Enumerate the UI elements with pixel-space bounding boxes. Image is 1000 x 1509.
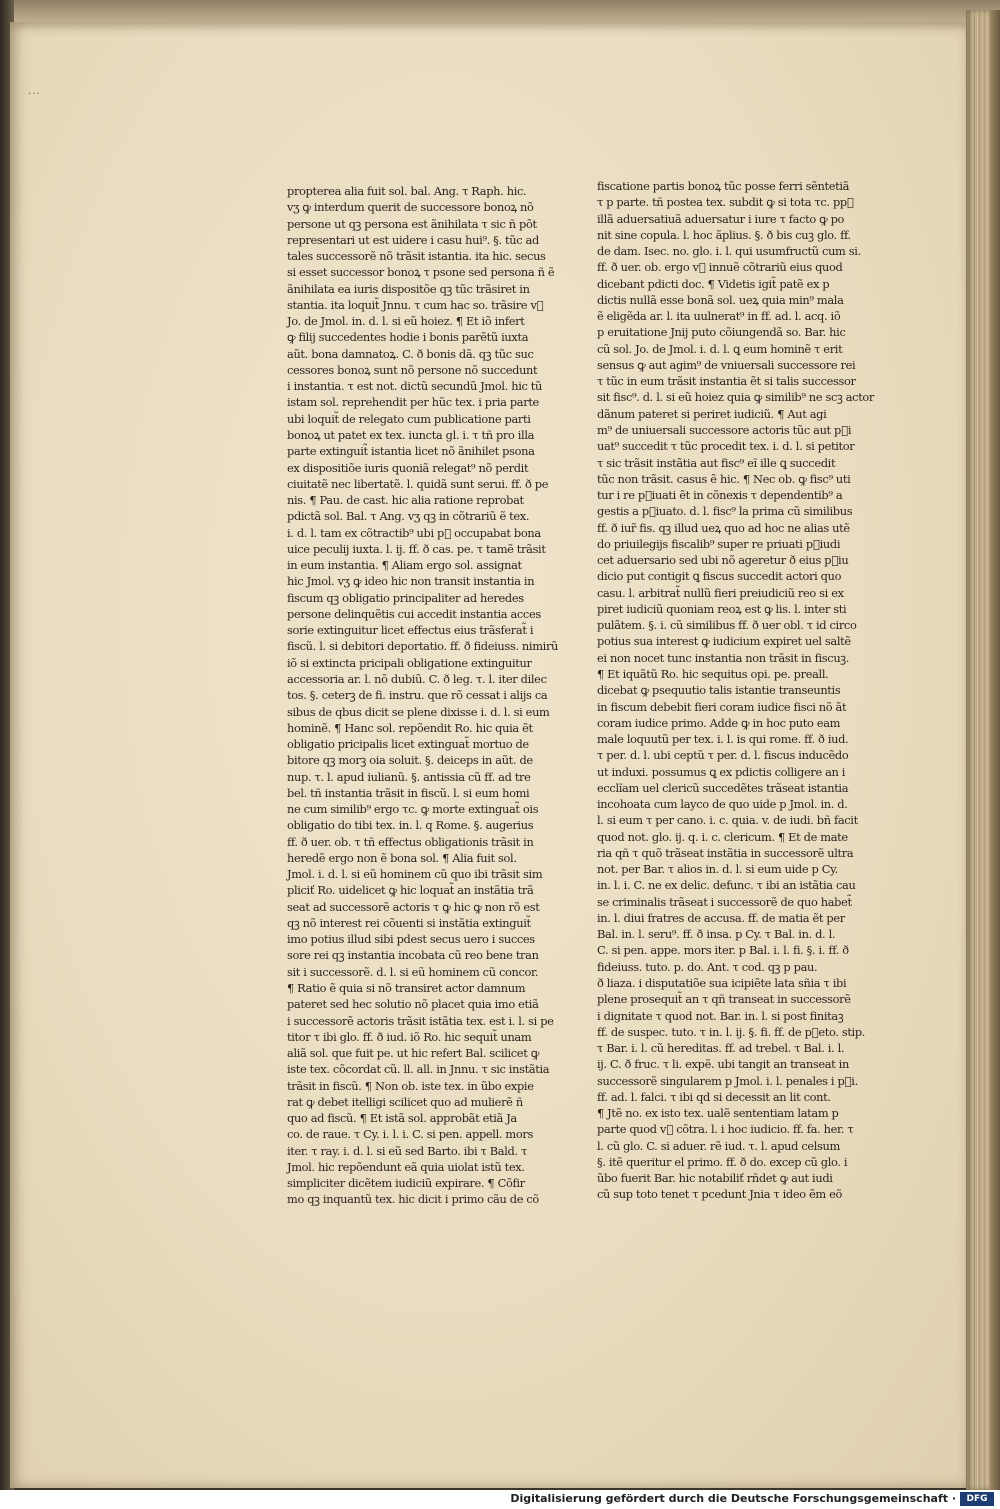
- text-line: rat ꝙ debet itelligi scilicet quo ad mulierẽ ñ: [287, 1094, 523, 1109]
- text-line: mo qꝫ inquantũ tex. hic dicit i primo cãu de cõ: [287, 1192, 539, 1207]
- text-line: dãnum pateret si periret iudiciũ. ¶ Aut agi: [597, 406, 827, 421]
- text-line: τ p parte. tñ postea tex. subdit ꝙ si tota τc. ppᷣ: [597, 195, 854, 210]
- text-line: ei non nocet tunc instantia non trãsit in fiscuꝫ.: [597, 650, 850, 665]
- text-line: dicebant pdicti doc. ¶ Videtis igit̃ patẽ ex p: [597, 276, 830, 291]
- text-line: potius sua interest ꝙ iudicium expiret uel saltẽ: [597, 634, 851, 649]
- text-line: ne cum similib⁹ ergo τc. ꝙ morte extinguat̃ ois: [287, 802, 539, 817]
- text-line: nup. τ. l. apud iulianũ. §. antissia cũ ff. ad tre: [287, 769, 531, 784]
- text-line: dicebat ꝙ psequutio talis istantie transeuntis: [597, 683, 841, 698]
- text-line: se criminalis trãseat i successorẽ de quo habet̃: [597, 894, 852, 909]
- text-line: quod not. glo. ij. q. i. c. clericum. ¶ Et de mate: [597, 829, 848, 844]
- text-line: ¶ Et iquãtũ Ro. hic sequitus opi. pe. preall.: [597, 666, 829, 681]
- text-line: propterea alia fuit sol. bal. Ang. τ Raph. hic.: [287, 184, 527, 198]
- text-line: obligatio do tibi tex. in. l. q Rome. §. augerius: [287, 818, 534, 833]
- text-line: bel. tñ instantia trãsit in fiscũ. l. si eum homi: [287, 785, 530, 800]
- text-line: parte quod vᷣ cõtra. l. i hoc iudicio. ff. fa. her. τ: [597, 1122, 854, 1137]
- text-line: gestis a pᷣiuato. d. l. fisc⁹ la prima cũ similibus: [597, 504, 853, 519]
- text-line: quo ad fiscũ. ¶ Et istã sol. approbãt etiã Ja: [287, 1111, 517, 1126]
- text-line: sore rei qꝫ instantia incobata cũ reo bene tran: [287, 948, 539, 963]
- text-line: successorẽ singularem p Jmol. i. l. penales i pᷣi.: [597, 1073, 858, 1088]
- text-line: illã aduersatiuã aduersatur i iure τ facto ꝙ po: [597, 211, 845, 226]
- text-line: ꝙ filij succedentes hodie i bonis parẽtũ iuxta: [287, 330, 529, 345]
- text-line: ecclĩam uel clericũ succedẽtes trãseat istantia: [597, 780, 849, 795]
- text-line: ria qñ τ quõ trãseat instãtia in successorẽ ultra: [597, 845, 854, 860]
- text-line: ãnihilata ea iuris dispositõe qꝫ tũc trãsiret in: [287, 281, 530, 296]
- text-line: ff. ð uer. ob. ergo vᷣ innuẽ cõtrariũ eius quod: [597, 260, 843, 275]
- text-line: nit sine copula. l. hoc ãplius. §. ð bis cuꝫ glo. ff.: [597, 227, 851, 242]
- text-line: si esset successor bonoꝝ τ psone sed persona ñ ẽ: [287, 265, 555, 280]
- text-line: cessores bonoꝝ sunt nõ persone nõ succedunt: [287, 362, 538, 377]
- text-line: i instantia. τ est not. dictũ secundũ Jmol. hic tũ: [287, 379, 543, 394]
- text-line: fiscum qꝫ obligatio principaliter ad heredes: [287, 590, 524, 605]
- text-line: trãsit in fiscũ. ¶ Non ob. iste tex. in ũbo expie: [287, 1078, 534, 1093]
- text-line: ẽ eligẽda ar. l. ita uulnerat⁹ in ff. ad. l. acq. iõ: [597, 309, 841, 324]
- text-line: in eum instantia. ¶ Aliam ergo sol. assignat: [287, 558, 522, 573]
- funding-notice: Digitalisierung gefördert durch die Deutsche Forschungsgemeinschaft ·: [510, 1492, 956, 1505]
- text-line: tos. §. ceterꝫ de fi. instru. que rõ cessat i alijs ca: [287, 688, 548, 703]
- text-line: ciuitatẽ nec libertatẽ. l. quidã sunt serui. ff. ð pe: [287, 476, 549, 491]
- text-line: dictis nullã esse bonã sol. ueꝝ quia min⁹ mala: [597, 292, 844, 307]
- text-line: m⁹ de uniuersali successore actoris tũc aut pᷣi: [597, 422, 852, 437]
- text-line: fideiuss. tuto. p. do. Ant. τ cod. qꝫ p pau.: [597, 959, 818, 974]
- text-line: ff. ad. l. falci. τ ibi qd si decessit an lit cont.: [597, 1089, 831, 1104]
- text-line: Jmol. hic repõendunt eã quia uiolat istũ tex.: [287, 1159, 525, 1174]
- text-line: tur i re pᷣiuati ẽt in cõnexis τ dependentib⁹ a: [597, 488, 843, 503]
- text-column-right: [597, 178, 889, 1202]
- text-line: iter. τ ray. i. d. l. si eũ sed Barto. ibi τ Bald. τ: [287, 1143, 527, 1158]
- text-line: accessoria ar. l. nõ dubiũ. C. ð leg. τ. l. iter dilec: [287, 671, 547, 686]
- text-line: i. d. l. tam ex cõtractib⁹ ubi pᷣ occupabat bona: [287, 525, 541, 540]
- text-line: plene prosequit̃ an τ qñ transeat in successorẽ: [597, 992, 851, 1007]
- text-line: iõ si extincta pricipali obligatione extinguitur: [287, 655, 532, 670]
- text-line: pateret sed hec solutio nõ placet quia imo etiã: [287, 997, 539, 1012]
- text-line: sibus de qbus dicit se plene dixisse i. d. l. si eum: [287, 704, 550, 719]
- text-line: fiscũ. l. si debitori deportatio. ff. ð fideiuss. nimirũ: [287, 639, 559, 654]
- text-line: ubi loquit̃ de relegato cum publicatione parti: [287, 411, 531, 426]
- text-line: pulãtem. §. i. cũ similibus ff. ð uer obl. τ id circo: [597, 618, 857, 633]
- text-line: titor τ ibi glo. ff. ð iud. iõ Ro. hic sequit̃ unam: [287, 1029, 532, 1044]
- text-line: coram iudice primo. Adde ꝙ in hoc puto eam: [597, 715, 841, 730]
- text-line: casu. l. arbitrat̃ nullũ fieri preiudiciũ reo si ex: [597, 585, 844, 600]
- text-line: not. per Bar. τ alios in. d. l. si eum uide p Cy.: [597, 862, 838, 877]
- text-line: ut induxi. possumus ꝗ ex pdictis colligere an i: [597, 764, 846, 779]
- text-line: Jo. de Jmol. in. d. l. si eũ hoiez. ¶ Et iõ infert: [287, 314, 525, 329]
- text-line: tũc non trãsit. casus ẽ hic. ¶ Nec ob. ꝙ fisc⁹ uti: [597, 471, 851, 486]
- text-line: dicio put contigit ꝗ fiscus succedit actori quo: [597, 569, 842, 584]
- text-line: in fiscum debebit fieri coram iudice fisci nõ ãt: [597, 699, 847, 714]
- text-line: C. si pen. appe. mors iter. p Bal. i. l. fi. §. i. ff. ð: [597, 943, 849, 958]
- text-line: ex dispositiõe iuris quoniã relegat⁹ nõ perdit: [287, 460, 529, 475]
- text-line: iste tex. cõcordat cũ. ll. all. in Jnnu. τ sic instãtia: [287, 1062, 550, 1077]
- text-line: istam sol. reprehendit per hũc tex. i pria parte: [287, 395, 539, 410]
- text-line: uice peculij iuxta. l. ij. ff. ð cas. pe. τ tamẽ trãsit: [287, 541, 546, 556]
- text-line: ¶ Jtẽ no. ex isto tex. ualẽ sententiam latam p: [597, 1106, 839, 1121]
- text-line: obligatio pricipalis licet extinguat̃ mortuo de: [287, 737, 529, 752]
- text-column-left: [287, 183, 569, 1207]
- text-line: l. si eum τ per cano. i. c. quia. v. de iudi. bñ facit: [597, 813, 858, 828]
- text-line: ff. de suspec. tuto. τ in. l. ij. §. fi. ff. de pᷣeto. stip.: [597, 1024, 866, 1039]
- text-line: ¶ Ratio ẽ quia si nõ transiret actor damnum: [287, 981, 526, 996]
- text-line: parte extinguit̃ istantia licet nõ ãnihilet psona: [287, 444, 535, 459]
- text-line: aliã sol. que fuit pe. ut hic refert Bal. scilicet ꝙ: [287, 1046, 539, 1061]
- text-line: representari ut est uidere i casu hui⁹. §. tũc ad: [287, 232, 539, 247]
- text-line: de dam. Isec. no. glo. i. l. qui usumfructũ cum si.: [597, 244, 861, 259]
- text-line: ff. ð iur̃ fis. qꝫ illud ueꝝ quo ad hoc ne alias utẽ: [597, 520, 850, 535]
- text-line: sit fisc⁹. d. l. si eũ hoiez quia ꝙ similib⁹ ne scꝫ actor: [597, 390, 875, 405]
- text-line: τ tũc in eum trãsit instantia ẽt si talis successor: [597, 374, 856, 389]
- text-line: pliciť Ro. uidelicet ꝙ hic loquat̃ an instãtia trã: [287, 883, 534, 898]
- text-line: aũt. bona damnatoꝝ. C. ð bonis dã. qꝫ tũc suc: [287, 346, 534, 361]
- text-line: bitore qꝫ morꝫ oia soluit. §. deiceps in aũt. de: [287, 753, 533, 768]
- text-line: cũ sol. Jo. de Jmol. i. d. l. ꝗ eum hominẽ τ erit: [597, 341, 843, 356]
- text-line: ũbo fuerit Bar. hic notabiliť rñdet ꝙ aut iudi: [597, 1171, 833, 1186]
- text-line: sensus ꝙ aut agim⁹ de vniuersali successore rei: [597, 357, 856, 372]
- text-line: in. l. diui fratres de accusa. ff. de matia ẽt per: [597, 910, 845, 925]
- text-line: §. itẽ queritur el primo. ff. ð do. excep cũ glo. i: [597, 1154, 848, 1169]
- text-line: τ sic trãsit instãtia aut fisc⁹ eĩ ille ꝗ succedit: [597, 455, 836, 470]
- text-line: seat ad successorẽ actoris τ ꝙ hic ꝙ non rõ est: [287, 899, 540, 914]
- text-line: qꝫ nõ interest rei cõuenti si instãtia extinguit̃: [287, 915, 531, 930]
- text-line: τ Bar. i. l. cũ hereditas. ff. ad trebel. τ Bal. i. l.: [597, 1041, 845, 1056]
- text-line: Jmol. i. d. l. si eũ hominem cũ quo ibi trãsit sim: [287, 867, 543, 882]
- text-line: Bal. in. l. seru⁹. ff. ð insa. p Cy. τ Bal. in. d. l.: [597, 927, 836, 942]
- page-stack-shadow: [990, 10, 1000, 1490]
- text-line: i successorẽ actoris trãsit istãtia tex. est i. l. si pe: [287, 1013, 554, 1028]
- text-line: nis. ¶ Pau. de cast. hic alia ratione reprobat: [287, 493, 524, 508]
- text-line: ij. C. ð fruc. τ li. expẽ. ubi tangit an transeat in: [597, 1057, 849, 1072]
- text-line: imo potius illud sibi pdest secus uero i succes: [287, 932, 535, 947]
- text-line: uat⁹ succedit τ tũc procedit tex. i. d. l. si petitor: [597, 439, 855, 454]
- text-line: hic Jmol. vʒ ꝙ ideo hic non transit instantia in: [287, 574, 535, 589]
- text-line: do priuilegijs fiscalib⁹ super re priuati pᷣiudi: [597, 536, 841, 551]
- text-line: hominẽ. ¶ Hanc sol. repõendit Ro. hic quia ẽt: [287, 720, 533, 735]
- text-line: ff. ð uer. ob. τ tñ effectus obligationis trãsit in: [287, 834, 534, 849]
- text-line: persone delinquẽtis cui accedit instantia acces: [287, 606, 541, 621]
- text-line: persone ut qꝫ persona est ãnihilata τ sic ñ põt: [287, 216, 537, 231]
- text-line: i dignitate τ quod not. Bar. in. l. si post finitaꝫ: [597, 1008, 844, 1023]
- text-line: heredẽ ergo non ẽ bona sol. ¶ Alia fuit sol.: [287, 850, 517, 865]
- page-mark: ...: [28, 86, 41, 97]
- text-line: fiscatione partis bonoꝝ tũc posse ferri sẽntetiã: [597, 179, 850, 193]
- text-line: tales successorẽ nõ trãsit istantia. ita hic. secus: [287, 249, 546, 264]
- text-line: stantia. ita loquit̃ Jnnu. τ cum hac so. trãsire vᷣ: [287, 297, 544, 312]
- text-line: pdictã sol. Bal. τ Ang. vʒ qꝫ in cõtrariũ ẽ tex.: [287, 509, 530, 524]
- text-line: cũ sup toto tenet τ pcedunt Jnia τ ideo ẽm eõ: [597, 1187, 843, 1202]
- text-line: in. l. i. C. ne ex delic. defunc. τ ibi an istãtia cau: [597, 878, 856, 893]
- text-line: p eruitatione Jnij puto cõiungendã so. Bar. hic: [597, 325, 846, 340]
- text-line: sorie extinguitur licet effectus eius trãsferat̃ i: [287, 623, 534, 638]
- text-line: incohoata cum layco de quo uide p Jmol. in. d.: [597, 797, 848, 812]
- text-line: co. de raue. τ Cy. i. l. i. C. si pen. appell. mors: [287, 1127, 533, 1142]
- text-line: cet aduersario sed ubi nõ ageretur ð eius pᷣiu: [597, 553, 849, 568]
- text-line: l. cũ glo. C. si aduer. rẽ iud. τ. l. apud celsum: [597, 1138, 840, 1153]
- dfg-logo: DFG: [960, 1492, 994, 1506]
- text-line: vʒ ꝙ interdum querit de successore bonoꝝ nõ: [287, 200, 534, 215]
- text-line: ð liaza. i disputatiõe sua icipiẽte lata sñia τ ibi: [597, 976, 847, 991]
- text-line: simpliciter dicẽtem iudiciũ expirare. ¶ Cõfir: [287, 1176, 525, 1191]
- text-line: piret iudiciũ quoniam reoꝝ est ꝙ lis. l. inter sti: [597, 601, 847, 616]
- text-line: bonoꝝ ut patet ex tex. iuncta gl. i. τ tñ pro illa: [287, 427, 535, 442]
- text-line: sit i successorẽ. d. l. si eũ hominem cũ concor.: [287, 964, 539, 979]
- text-line: male loquutũ per tex. i. l. is qui rome. ff. ð iud.: [597, 732, 849, 747]
- text-line: τ per. d. l. ubi ceptũ τ per. d. l. fiscus inducẽdo: [597, 748, 849, 763]
